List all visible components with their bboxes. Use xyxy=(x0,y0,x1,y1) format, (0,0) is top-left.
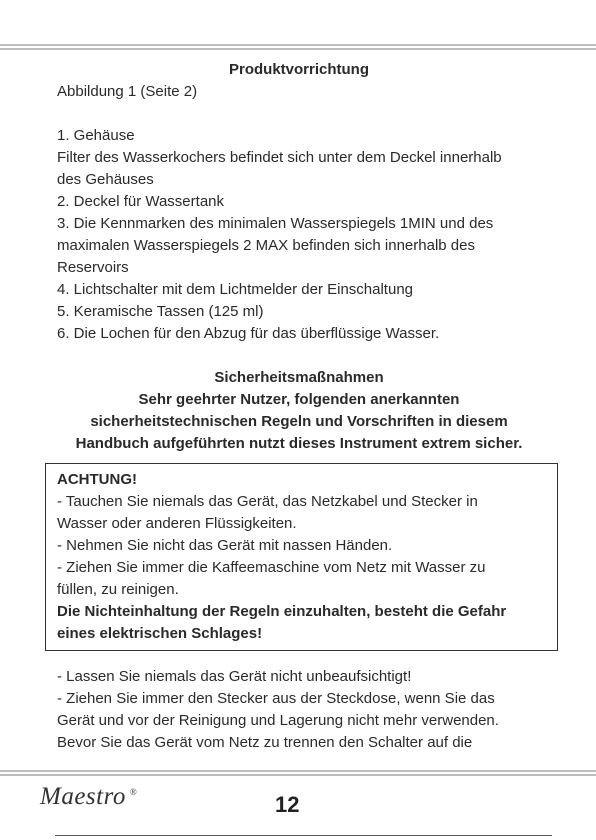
warning-box xyxy=(45,463,558,651)
after-warning-text xyxy=(57,666,541,754)
brand-logo xyxy=(40,783,137,811)
warning-line: - Nehmen Sie nicht das Gerät mit nassen Händen. xyxy=(57,537,393,554)
page-content xyxy=(57,59,541,754)
footer-rule-bottom xyxy=(55,835,552,836)
safety-title: Sicherheitsmaßnahmen xyxy=(214,369,384,386)
figure-reference: Abbildung 1 (Seite 2) xyxy=(57,83,198,100)
parts-line: des Gehäuses xyxy=(57,171,154,188)
parts-line: Reservoirs xyxy=(57,259,129,276)
safety-intro-line: Handbuch aufgeführten nutzt dieses Instrument extrem sicher. xyxy=(75,435,523,452)
parts-line: 2. Deckel für Wassertank xyxy=(57,193,224,210)
section-title: Produktvorrichtung xyxy=(228,61,369,78)
safety-intro xyxy=(57,389,541,455)
parts-line: Filter des Wasserkochers befindet sich unter dem Deckel innerhalb xyxy=(57,149,502,166)
body-line: Gerät und vor der Reinigung und Lagerung nicht mehr verwenden. xyxy=(57,712,499,729)
safety-intro-line: Sehr geehrter Nutzer, folgenden anerkannten xyxy=(138,391,460,408)
parts-line: 5. Keramische Tassen (125 ml) xyxy=(57,303,264,320)
warning-line: - Tauchen Sie niemals das Gerät, das Netzkabel und Stecker in xyxy=(57,493,478,510)
warning-heading: ACHTUNG! xyxy=(57,471,137,488)
warning-line: Wasser oder anderen Flüssigkeiten. xyxy=(57,515,297,532)
parts-line: 3. Die Kennmarken des minimalen Wasserspiegels 1MIN und des xyxy=(57,215,494,232)
parts-line: 1. Gehäuse xyxy=(57,127,135,144)
warning-emphasis: eines elektrischen Schlages! xyxy=(57,625,263,642)
warning-line: - Ziehen Sie immer die Kaffeemaschine vom Netz mit Wasser zu xyxy=(57,559,486,576)
page-number: 12 xyxy=(275,792,300,817)
parts-line: 4. Lichtschalter mit dem Lichtmelder der Einschaltung xyxy=(57,281,414,298)
safety-intro-line: sicherheitstechnischen Regeln und Vorschriften in diesem xyxy=(90,413,508,430)
parts-list xyxy=(57,125,541,345)
body-line: - Lassen Sie niemals das Gerät nicht unbeaufsichtigt! xyxy=(57,668,412,685)
body-line: Bevor Sie das Gerät vom Netz zu trennen den Schalter auf die xyxy=(57,734,473,751)
registered-mark: ® xyxy=(129,786,138,797)
parts-line: 6. Die Lochen für den Abzug für das überflüssige Wasser. xyxy=(57,325,440,342)
warning-line: füllen, zu reinigen. xyxy=(57,581,179,598)
header-rule xyxy=(0,44,596,50)
footer-rule-top xyxy=(0,770,596,776)
parts-line: maximalen Wasserspiegels 2 MAX befinden sich innerhalb des xyxy=(57,237,475,254)
body-line: - Ziehen Sie immer den Stecker aus der Steckdose, wenn Sie das xyxy=(57,690,495,707)
brand-name: Maestro xyxy=(40,783,126,810)
warning-emphasis: Die Nichteinhaltung der Regeln einzuhalten, besteht die Gefahr xyxy=(57,603,507,620)
